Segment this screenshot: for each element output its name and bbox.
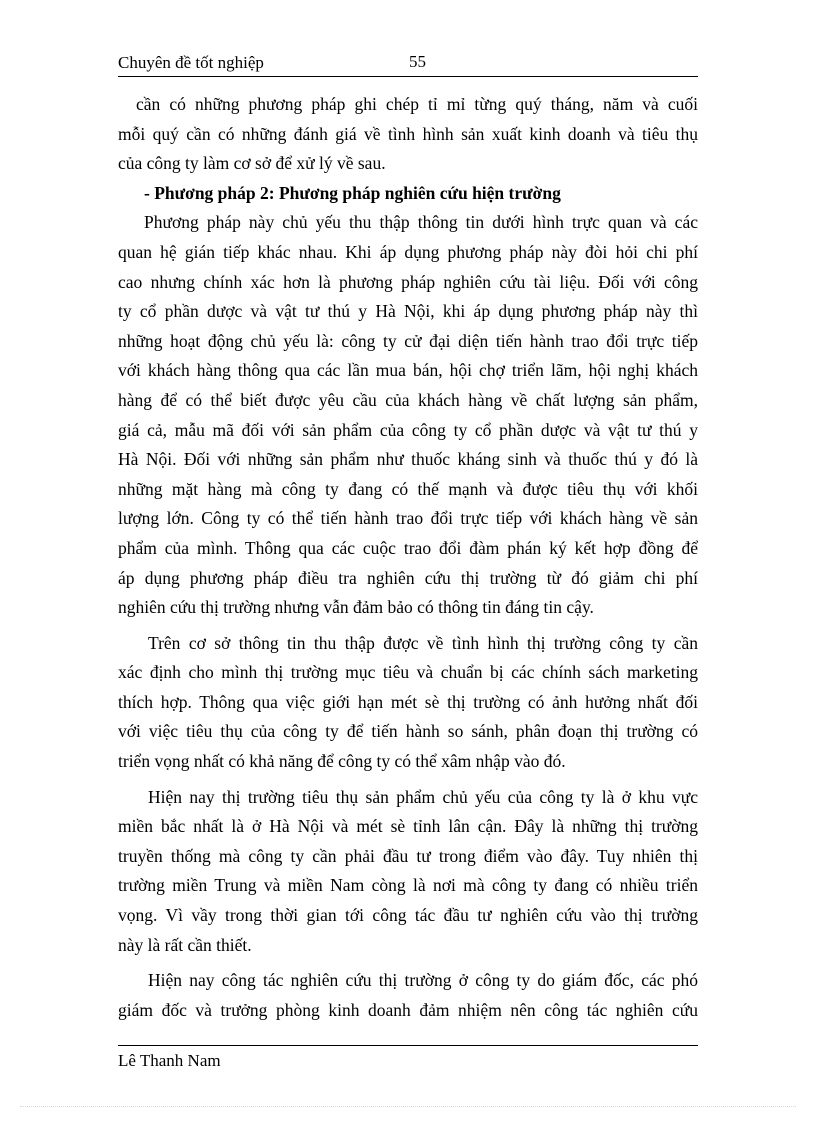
page-header [118,50,698,77]
body-line: với khách hàng thông qua các lần mua bán, hội chợ triển lãm, hội nghị khách [118,360,698,381]
document-title: Chuyên đề tốt nghiệp [118,53,264,72]
body-line: xác định cho mình thị trường mục tiêu và chuẩn bị các chính sách marketing [118,662,698,683]
body-line: ty cổ phần dược và vật tư thú y Hà Nội, khi áp dụng phương pháp này thì [118,301,698,322]
body-line: nghiên cứu thị trường nhưng vẫn đảm bảo có thông tin đáng tin cậy. [118,597,594,618]
body-line: Hiện nay thị trường tiêu thụ sản phẩm chủ yếu của công ty là ở khu vực [148,786,698,807]
body-line: truyền thống mà công ty cần phải đầu tư trong điểm vào đây. Tuy nhiên thị [118,845,698,866]
body-line: giá cả, mẫu mã đối với sản phẩm của công ty cổ phần dược và vật tư thú y [118,419,698,440]
body-line: mỗi quý cần có những đánh giá về tình hình sản xuất kinh doanh và tiêu thụ [118,123,698,144]
section-heading: - Phương pháp 2: Phương pháp nghiên cứu hiện trường [144,182,561,203]
body-line: những mặt hàng mà công ty đang có thế mạnh và được tiêu thụ với khối [118,478,698,499]
page-body [118,90,698,1025]
body-line: Phương pháp này chủ yếu thu thập thông tin dưới hình trực quan và các [144,212,698,233]
body-line: với việc tiêu thụ của công ty để tiến hành so sánh, phân đoạn thị trường có [118,721,698,742]
body-line: này là rất cần thiết. [118,934,252,955]
author-name: Lê Thanh Nam [118,1051,221,1070]
body-line: Hiện nay công tác nghiên cứu thị trường ở công ty do giám đốc, các phó [148,970,698,991]
body-line: cao nhưng chính xác hơn là phương pháp nghiên cứu tài liệu. Đối với công [118,271,698,292]
body-line: Hà Nội. Đối với những sản phẩm như thuốc kháng sinh và thuốc thú y đó là [118,449,698,470]
body-line: quan hệ gián tiếp khác nhau. Khi áp dụng phương pháp này đòi hỏi chi phí [118,241,698,262]
body-line: hàng để có thể biết được yêu cầu của khách hàng về chất lượng sản phẩm, [118,389,698,410]
page-bottom-edge [20,1106,796,1107]
body-line: lượng lớn. Công ty có thể tiến hành trao đổi trực tiếp với khách hàng về sản [118,508,698,529]
body-line: Trên cơ sở thông tin thu thập được về tình hình thị trường công ty cần [148,632,698,653]
body-line: áp dụng phương pháp điều tra nghiên cứu thị trường từ đó giảm chi phí [118,567,698,588]
body-line: của công ty làm cơ sở để xử lý về sau. [118,153,386,174]
body-line: giám đốc và trưởng phòng kinh doanh đảm nhiệm nên công tác nghiên cứu [118,999,698,1020]
body-line: thích hợp. Thông qua việc giới hạn mét sè thị trường có ảnh hưởng nhất đối [118,691,698,712]
body-line: vọng. Vì vầy trong thời gian tới công tác đầu tư nghiên cứu vào thị trường [118,905,698,926]
body-line: những hoạt động chủ yếu là: công ty cử đại diện tiến hành trao đổi trực tiếp [118,330,698,351]
body-line: cần có những phương pháp ghi chép tỉ mỉ từng quý tháng, năm và cuối [136,94,698,114]
body-line: phẩm của mình. Thông qua các cuộc trao đổi đàm phán ký kết hợp đồng để [118,537,698,558]
body-line: trường miền Trung và miền Nam còng là nơi mà công ty đang có nhiều triển [118,875,698,896]
body-line: triển vọng nhất có khả năng để công ty có thể xâm nhập vào đó. [118,751,566,772]
page-footer [118,1045,698,1071]
page-number: 55 [409,52,426,71]
body-line: miền bắc nhất là ở Hà Nội và mét sè tỉnh lân cận. Đây là những thị trường [118,816,698,837]
